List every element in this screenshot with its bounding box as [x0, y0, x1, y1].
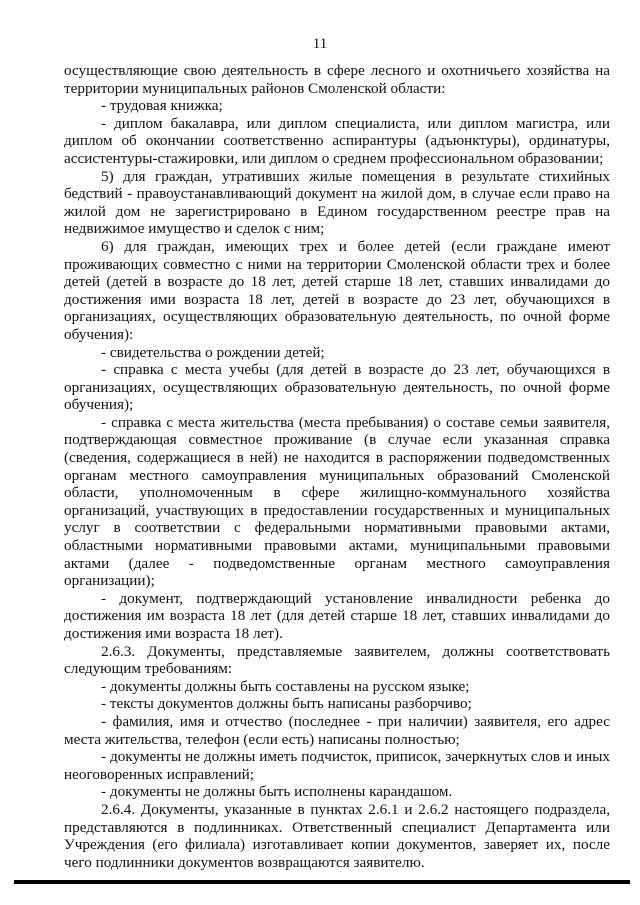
paragraph: 2.6.4. Документы, указанные в пунктах 2.6.1 и 2.6.2 настоящего подраздела, представляются в подлинниках. Ответственный специалист Департамента или Учреждения (его филиала) изготавливает копии документов, заверяет их, после чего подлинники документов возвращаются заявителю. [64, 800, 610, 871]
paragraph: - справка с места учебы (для детей в возрасте до 23 лет, обучающихся в организациях, осуществляющих образовательную деятельность, по очной форме обучения); [64, 361, 610, 414]
paragraph: 5) для граждан, утративших жилые помещения в результате стихийных бедствий - правоустанавливающий документ на жилой дом, в случае если право на жилой дом не зарегистрировано в Едином государственном реестре прав на недвижимое имущество и сделок с ним; [64, 167, 610, 238]
paragraph: 6) для граждан, имеющих трех и более детей (если граждане имеют проживающих совместно с ними на территории Смоленской области трех и более детей (детей в возрасте до 18 лет, детей старше 18 лет, ставших инвалидами до достижения ими возраста 18 лет, детей в возрасте до 23 лет, обучающихся в организациях, осуществляющих образовательную деятельность, по очной форме обучения): [64, 237, 610, 343]
paragraph: - документы не должны быть исполнены карандашом. [101, 783, 453, 801]
paragraph: - документ, подтверждающий установление инвалидности ребенка до достижения им возраста 18 лет (для детей старше 18 лет, ставших инвалидами до достижения ими возраста 18 лет). [64, 589, 610, 642]
paragraph: - диплом бакалавра, или диплом специалиста, или диплом магистра, или диплом об окончании соответственно аспирантуры (адъюнктуры), ординатуры, ассистентуры-стажировки, или диплом о среднем профессиональном образовании; [64, 114, 610, 167]
document-body [64, 62, 610, 871]
paragraph: - документы не должны иметь подчисток, приписок, зачеркнутых слов и иных неоговоренных исправлений; [64, 748, 610, 783]
paragraph: - документы должны быть составлены на русском языке; [101, 677, 470, 695]
paragraph: осуществляющие свою деятельность в сфере лесного и охотничьего хозяйства на территории муниципальных районов Смоленской области: [64, 62, 610, 97]
page-number: 11 [312, 36, 328, 52]
paragraph: 2.6.3. Документы, представляемые заявителем, должны соответствовать следующим требованиям: [64, 642, 610, 678]
paragraph: - свидетельства о рождении детей; [101, 343, 325, 361]
paragraph: - фамилия, имя и отчество (последнее - при наличии) заявителя, его адрес места жительства, телефон (если есть) написаны полностью; [64, 712, 610, 748]
bottom-rule [14, 880, 630, 884]
paragraph: - трудовая книжка; [101, 97, 223, 115]
paragraph: - справка с места жительства (места пребывания) о составе семьи заявителя, подтверждающая совместное проживание (в случае если указанная справка (сведения, содержащиеся в ней) не находится в распоряжении подведомственных органам местного самоуправления муниципальных образований Смоленской области, уполномоченным в сфере жилищно-коммунального хозяйства организаций, участвующих в предоставлении государственных и муниципальных услуг в соответствии с федеральными нормативными правовыми актами, областными нормативными правовыми актами, муниципальными правовыми актами (далее - подведомственные органам местного самоуправления организации); [64, 413, 610, 590]
paragraph: - тексты документов должны быть написаны разборчиво; [101, 695, 472, 713]
